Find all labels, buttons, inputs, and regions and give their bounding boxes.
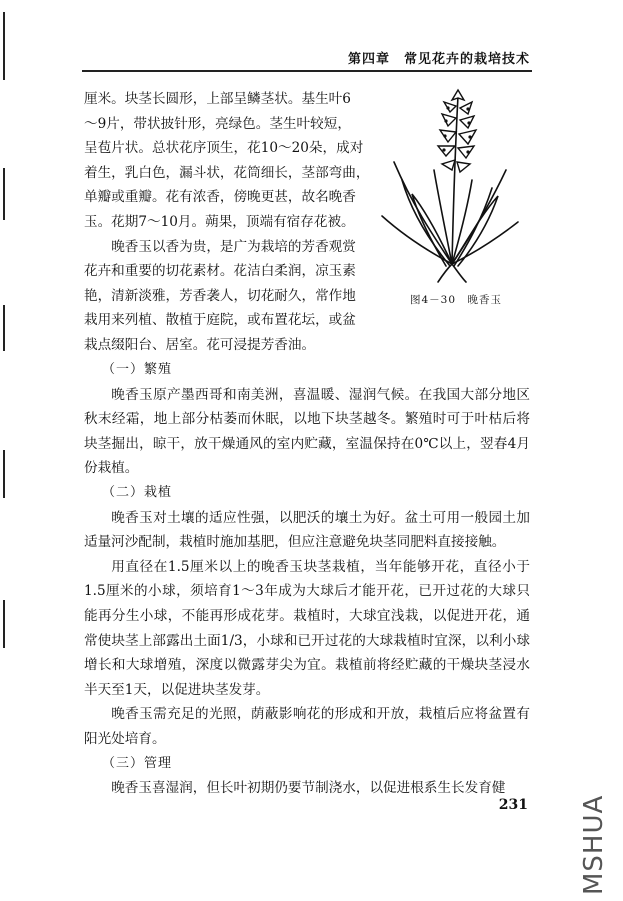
text-line: 花卉和重要的切花素材。花洁白柔润，凉玉素 <box>84 263 356 280</box>
header-rule <box>82 70 532 72</box>
text-line: 厘米。块茎长圆形，上部呈鳞茎状。基生叶6 <box>84 91 351 107</box>
text-line: 栽点缀阳台、居室。花可浸提芳香油。 <box>84 336 316 353</box>
tuberose-figure <box>372 84 524 284</box>
running-header: 第四章 常见花卉的栽培技术 <box>347 52 530 67</box>
paragraph: 晚香玉对土壤的适应性强，以肥沃的壤土为好。盆土可用一般园土加适量河沙配制，栽植时施加基肥，但应注意避免块茎同肥料直接接触。 <box>84 509 530 551</box>
wrapped-text-block <box>84 87 370 358</box>
scan-edge-mark <box>3 305 5 351</box>
scan-edge-mark <box>3 450 5 498</box>
section-heading: （二）栽植 <box>102 484 173 500</box>
scan-edge-mark <box>3 168 5 220</box>
section-heading: （一）繁殖 <box>102 362 173 377</box>
paragraph: 晚香玉喜湿润，但长叶初期仍要节制浇水，以促进根系生长发育健 <box>111 780 506 797</box>
text-line: 玉。花期7～10月。蒴果，顶端有宿存花被。 <box>84 213 355 230</box>
paragraph: 晚香玉原产墨西哥和南美洲，喜温暖、湿润气候。在我国大部分地区秋末经霜，地上部分枯萎而休眠，以地下块茎越冬。繁殖时可于叶枯后将块茎掘出，晾干，放干燥通风的室内贮藏，室温保持在0℃以上，翌春4月份栽植。 <box>84 386 530 477</box>
watermark <box>574 790 614 895</box>
figure-caption: 图4－30 晚香玉 <box>410 294 503 306</box>
scan-edge-mark <box>3 600 5 648</box>
tuberose-plant-illustration-icon <box>372 84 524 284</box>
text-line: 栽用来列植、散植于庭院，或布置花坛，或盆 <box>84 312 356 329</box>
text-line: ～9片，带状披针形，亮绿色。茎生叶较短， <box>84 115 351 132</box>
text-line: 艳，清新淡雅，芳香袭人，切花耐久，常作地 <box>84 287 356 304</box>
text-line: 呈苞片状。总状花序顶生，花10～20朵，成对 <box>84 140 364 157</box>
watermark-text: MSHUA <box>579 794 609 895</box>
text-line: 着生，乳白色，漏斗状，花筒细长，茎部弯曲， <box>84 164 370 181</box>
scan-edge-mark <box>3 12 5 80</box>
text-line: 单瓣或重瓣。花有浓香，傍晚更甚，故名晚香 <box>84 189 356 206</box>
section-heading: （三）管理 <box>102 755 173 771</box>
page-number: 231 <box>498 797 528 813</box>
body-text <box>84 358 530 801</box>
paragraph: 用直径在1.5厘米以上的晚香玉块茎栽植，当年能够开花，直径小于1.5厘米的小球，须培育1～3年成为大球后才能开花，已开过花的大球只能再分生小球，不能再形成花芽。栽植时，大球宜浅栽，以促进开花，通常使块茎上部露出土面1/3，小球和已开过花的大球栽植时宜深，以利小球增长和大球增殖，深度以微露芽尖为宜。栽植前将经贮藏的干燥块茎浸水半天至1天，以促进块茎发芽。 <box>84 558 530 698</box>
paragraph: 晚香玉需充足的光照，荫蔽影响花的形成和开放，栽植后应将盆置有阳光处培育。 <box>84 706 530 747</box>
text-line: 晚香玉以香为贵，是广为栽培的芳香观赏 <box>111 238 356 255</box>
